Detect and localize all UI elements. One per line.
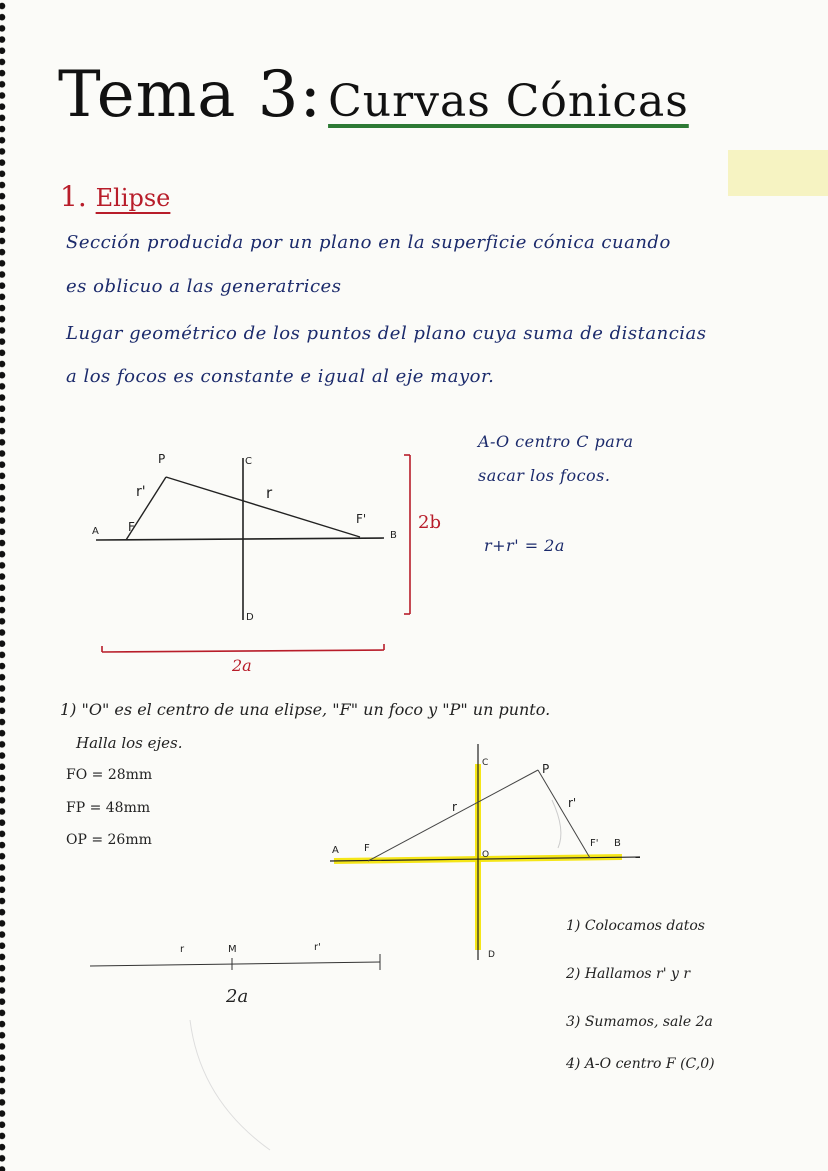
- fig2-label-r-prime: r': [568, 796, 577, 810]
- fig2-label-F-prime: F': [590, 838, 599, 849]
- fig1-label-r: r: [266, 484, 273, 502]
- fig3-label-r: r: [180, 944, 185, 955]
- step-2: 2) Hallamos r' y r: [566, 966, 691, 982]
- fig2-label-A: A: [332, 845, 339, 856]
- fig2-r-segment: [368, 770, 538, 861]
- fig2-label-F: F: [364, 843, 370, 854]
- fig1-label-P: P: [158, 452, 166, 466]
- fig1-label-A: A: [92, 526, 99, 537]
- definition-line-1: Sección producida por un plano en la superficie cónica cuando: [66, 232, 671, 253]
- step-4: 4) A-O centro F (C,0): [566, 1056, 715, 1072]
- exercise-statement: 1) "O" es el centro de una elipse, "F" un foco y "P" un punto.: [60, 700, 551, 719]
- fig2-label-C: C: [482, 758, 489, 768]
- fig2-label-D: D: [488, 950, 495, 960]
- fig3-label-M: M: [228, 944, 237, 955]
- given-FO: FO = 28mm: [66, 767, 153, 783]
- given-OP: OP = 26mm: [66, 832, 152, 848]
- definition-line-4: a los focos es constante e igual al eje mayor.: [66, 366, 495, 387]
- section-name: Elipse: [95, 184, 171, 212]
- side-note-2: sacar los focos.: [478, 466, 611, 485]
- definition-line-3: Lugar geométrico de los puntos del plano cuya suma de distancias: [66, 323, 707, 344]
- fig1-label-B: B: [390, 530, 397, 541]
- fig1-label-F: F: [128, 520, 135, 534]
- exercise-task: Halla los ejes.: [76, 734, 183, 752]
- title-text: Tema 3:: [58, 58, 323, 132]
- fig1-label-D: D: [246, 612, 254, 623]
- fig1-label-2b: 2b: [418, 512, 441, 533]
- fig3-segment-line: [90, 962, 380, 966]
- fig3-label-r-prime: r': [314, 942, 321, 953]
- section-number: 1.: [60, 180, 87, 213]
- fig1-label-F-prime: F': [356, 512, 367, 526]
- fig2-label-B: B: [614, 838, 621, 849]
- fig2-label-r: r: [452, 800, 457, 814]
- side-note-formula: r+r' = 2a: [484, 536, 565, 555]
- fig1-label-C: C: [245, 456, 252, 467]
- fig3-label-2a: 2a: [226, 986, 249, 1007]
- fig1-label-r-prime: r': [136, 484, 146, 500]
- side-note-1: A-O centro C para: [478, 432, 634, 451]
- step-3: 3) Sumamos, sale 2a: [566, 1014, 713, 1030]
- given-FP: FP = 48mm: [66, 800, 151, 816]
- step-1: 1) Colocamos datos: [566, 918, 705, 934]
- title-subtitle: Curvas Cónicas: [328, 76, 689, 127]
- fig2-label-O: O: [482, 850, 490, 860]
- fig2-r-prime-segment: [538, 770, 590, 858]
- fig1-label-2a: 2a: [232, 656, 252, 675]
- fig2-label-P: P: [542, 762, 550, 776]
- definition-line-2: es oblicuo a las generatrices: [66, 276, 342, 297]
